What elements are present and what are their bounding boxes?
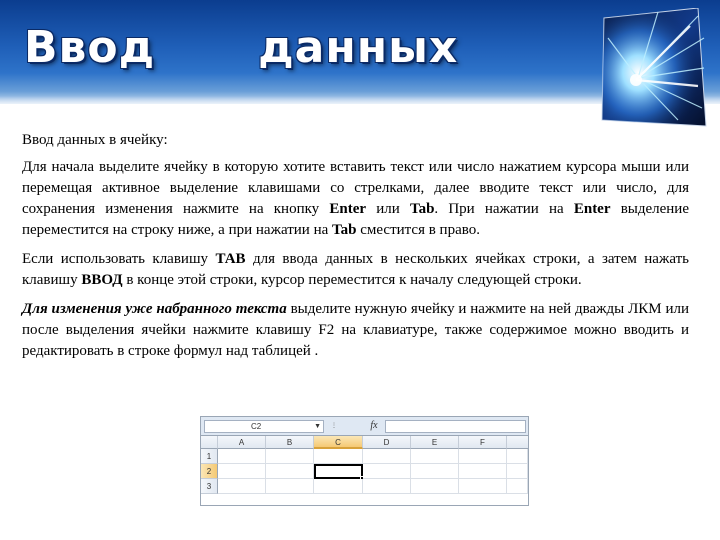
- row-header-3[interactable]: 3: [201, 479, 218, 494]
- cell[interactable]: [507, 479, 528, 494]
- cell[interactable]: [459, 464, 507, 479]
- paragraph-tab-enter: [22, 249, 689, 291]
- cell[interactable]: [218, 479, 266, 494]
- insert-function-button[interactable]: fx: [370, 420, 378, 431]
- key-tab: Tab: [409, 201, 435, 217]
- cell[interactable]: [314, 479, 363, 494]
- slide-title: Ввод данных: [24, 22, 459, 73]
- spreadsheet-screenshot: [200, 416, 529, 506]
- active-cell[interactable]: [314, 464, 363, 479]
- formula-bar-separator-icon: ⋮: [331, 423, 337, 429]
- p2-text-2: для ввода данных в нескольких ячейках строки, а затем нажать клавишу: [22, 251, 689, 288]
- column-header-f[interactable]: F: [459, 436, 507, 449]
- cell[interactable]: [459, 449, 507, 464]
- key-tab-2: Tab: [332, 222, 357, 238]
- p1-text-5: сместится в право.: [356, 222, 480, 238]
- key-tab-caps: ТАВ: [215, 251, 246, 267]
- p1-text-1: Для начала выделите ячейку в которую хотите вставить текст или число нажатием курсора мыши или перемещая активное выделение клавишами со стрелками, далее вводите текст или число, для сохранения изменения нажмите на кнопку: [22, 159, 689, 217]
- row-header-2[interactable]: 2: [201, 464, 218, 479]
- slide-body: [22, 130, 689, 370]
- cell[interactable]: [218, 449, 266, 464]
- paragraph-edit-text: [22, 299, 689, 362]
- cell[interactable]: [411, 479, 459, 494]
- cell[interactable]: [266, 449, 314, 464]
- cell[interactable]: [218, 464, 266, 479]
- cell[interactable]: [363, 464, 411, 479]
- column-header-a[interactable]: A: [218, 436, 266, 449]
- p1-text-4: выделение переместится на строку ниже, а при нажатии на: [22, 201, 689, 238]
- cell[interactable]: [266, 464, 314, 479]
- key-enter-2: Enter: [573, 201, 611, 217]
- light-streaks-logo-icon: [598, 8, 708, 136]
- intro-line: Ввод данных в ячейку:: [22, 132, 168, 148]
- edit-text-lead: Для изменения уже набранного текста: [22, 301, 287, 317]
- p2-text-1: Если использовать клавишу: [22, 251, 216, 267]
- column-header-d[interactable]: D: [363, 436, 411, 449]
- name-box-value: C2: [251, 422, 262, 431]
- cell[interactable]: [411, 449, 459, 464]
- paragraph-select-cell: [22, 157, 689, 241]
- cell[interactable]: [459, 479, 507, 494]
- cell[interactable]: [266, 479, 314, 494]
- key-vvod: ВВОД: [81, 272, 123, 288]
- column-header-e[interactable]: E: [411, 436, 459, 449]
- cell[interactable]: [363, 449, 411, 464]
- column-header-partial: [507, 436, 528, 449]
- select-all-corner[interactable]: [201, 436, 218, 449]
- chevron-down-icon[interactable]: ▼: [314, 423, 321, 430]
- p1-text-3: . При нажатии на: [434, 201, 574, 217]
- cell[interactable]: [507, 449, 528, 464]
- key-enter: Enter: [329, 201, 367, 217]
- p2-text-3: в конце этой строки, курсор переместится к началу следующей строки.: [122, 272, 582, 288]
- cell[interactable]: [314, 449, 363, 464]
- p3-text-rest: выделите нужную ячейку и нажмите на ней дважды ЛКМ или после выделения ячейки нажмите клавишу F2 на клавиатуре, также содержимое можно вводить и редактировать в строке формул над таблицей .: [22, 301, 689, 359]
- column-header-c[interactable]: C: [314, 436, 363, 449]
- formula-input[interactable]: [385, 420, 526, 433]
- formula-bar: [201, 417, 528, 436]
- cell[interactable]: [507, 464, 528, 479]
- row-header-1[interactable]: 1: [201, 449, 218, 464]
- cell[interactable]: [363, 479, 411, 494]
- column-header-b[interactable]: B: [266, 436, 314, 449]
- cell[interactable]: [411, 464, 459, 479]
- p1-text-2: или: [366, 201, 410, 217]
- name-box[interactable]: [204, 420, 324, 433]
